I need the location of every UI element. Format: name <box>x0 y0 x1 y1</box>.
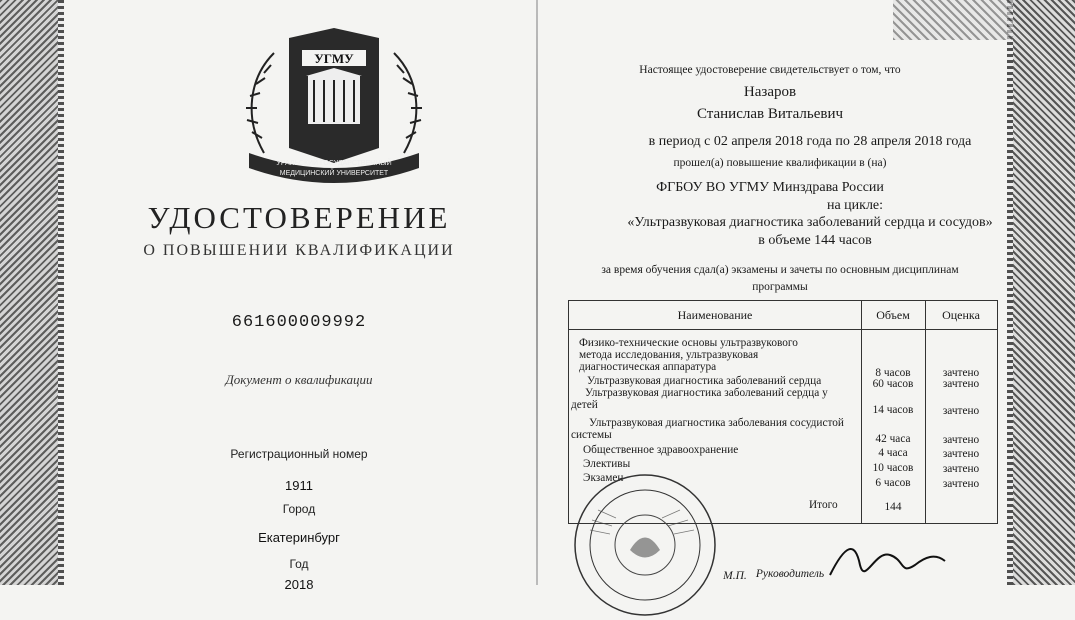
total-value: 144 <box>884 501 902 513</box>
table-row-grade: зачтено <box>942 434 980 446</box>
seal-mark-fragment: М.П. <box>723 570 747 582</box>
decorative-border-left <box>0 0 58 585</box>
table-row-volume: 6 часов <box>875 477 911 489</box>
table-row-volume: 10 часов <box>872 462 914 474</box>
total-label: Итого <box>809 499 838 511</box>
table-row-volume: 60 часов <box>872 378 914 390</box>
official-seal-icon <box>570 470 720 620</box>
table-row-grade: зачтено <box>942 448 980 460</box>
table-row-name: Элективы <box>583 458 631 470</box>
table-row-name: Ультразвуковая диагностика заболевания сосудистой системы <box>571 417 844 441</box>
table-row-grade: зачтено <box>942 478 980 490</box>
exams-text-2: программы <box>752 281 808 293</box>
header-grade: Оценка <box>925 301 997 330</box>
decorative-border-right <box>1013 0 1075 585</box>
city-value: Екатеринбург <box>258 530 340 545</box>
table-row-name: Физико-технические основы ультразвукового метода исследования, ультразвуковая диагностическая аппаратура <box>579 337 798 373</box>
registration-number: 1911 <box>285 478 313 493</box>
university-emblem-icon <box>234 28 434 188</box>
table-row-volume: 8 часов <box>875 367 911 379</box>
emblem-ribbon-line-1: УРАЛЬСКИЙ ГОСУДАРСТВЕННЫЙ <box>276 160 392 167</box>
table-row-volume: 14 часов <box>872 404 914 416</box>
city-label: Город <box>282 502 316 516</box>
organization: ФГБОУ ВО УГМУ Минздрава России <box>656 180 884 195</box>
course-volume: в объеме 144 часов <box>758 233 872 248</box>
table-row-grade: зачтено <box>942 378 980 390</box>
holder-surname: Назаров <box>743 84 797 100</box>
right-page <box>540 0 1010 585</box>
cycle-name: «Ультразвуковая диагностика заболеваний сердца и сосудов» <box>627 215 993 230</box>
header-volume: Объем <box>861 301 925 330</box>
table-row-name: Ультразвуковая диагностика заболеваний сердца <box>587 375 822 387</box>
holder-name: Станислав Витальевич <box>696 106 844 122</box>
table-row-grade: зачтено <box>942 405 980 417</box>
training-period: в период с 02 апреля 2018 года по 28 апреля 2018 года <box>648 134 972 149</box>
head-title-fragment: Руководитель <box>755 568 825 580</box>
year-label: Год <box>289 557 309 571</box>
document-kind: Документ о квалификации <box>225 372 373 387</box>
exams-text-1: за время обучения сдал(а) экзамены и зачеты по основным дисциплинам <box>601 264 959 276</box>
left-page <box>64 0 534 592</box>
cycle-label: на цикле: <box>826 198 884 213</box>
signature-icon <box>820 535 980 585</box>
table-row-name: Экзамен <box>583 472 624 484</box>
emblem-ribbon-line-2: МЕДИЦИНСКИЙ УНИВЕРСИТЕТ <box>279 170 389 177</box>
table-row-volume: 42 часа <box>875 433 911 445</box>
year-value: 2018 <box>284 577 314 592</box>
table-row-grade: зачтено <box>942 367 980 379</box>
page-fold <box>536 0 538 585</box>
emblem-abbr: УГМУ <box>314 51 354 66</box>
document-title: УДОСТОВЕРЕНИЕ <box>147 200 451 235</box>
document-subtitle: О ПОВЫШЕНИИ КВАЛИФИКАЦИИ <box>143 242 455 259</box>
registration-label: Регистрационный номер <box>230 447 368 461</box>
table-row-name: Ультразвуковая диагностика заболеваний сердца у детей <box>571 387 828 411</box>
intro-text: Настоящее удостоверение свидетельствует о том, что <box>639 64 901 76</box>
table-row-volume: 4 часа <box>878 447 908 459</box>
table-row-name: Общественное здравоохранение <box>583 444 739 456</box>
table-row-grade: зачтено <box>942 463 980 475</box>
passed-text: прошел(а) повышение квалификации в (на) <box>673 157 887 169</box>
header-name: Наименование <box>569 301 861 330</box>
document-number: 661600009992 <box>231 313 367 332</box>
